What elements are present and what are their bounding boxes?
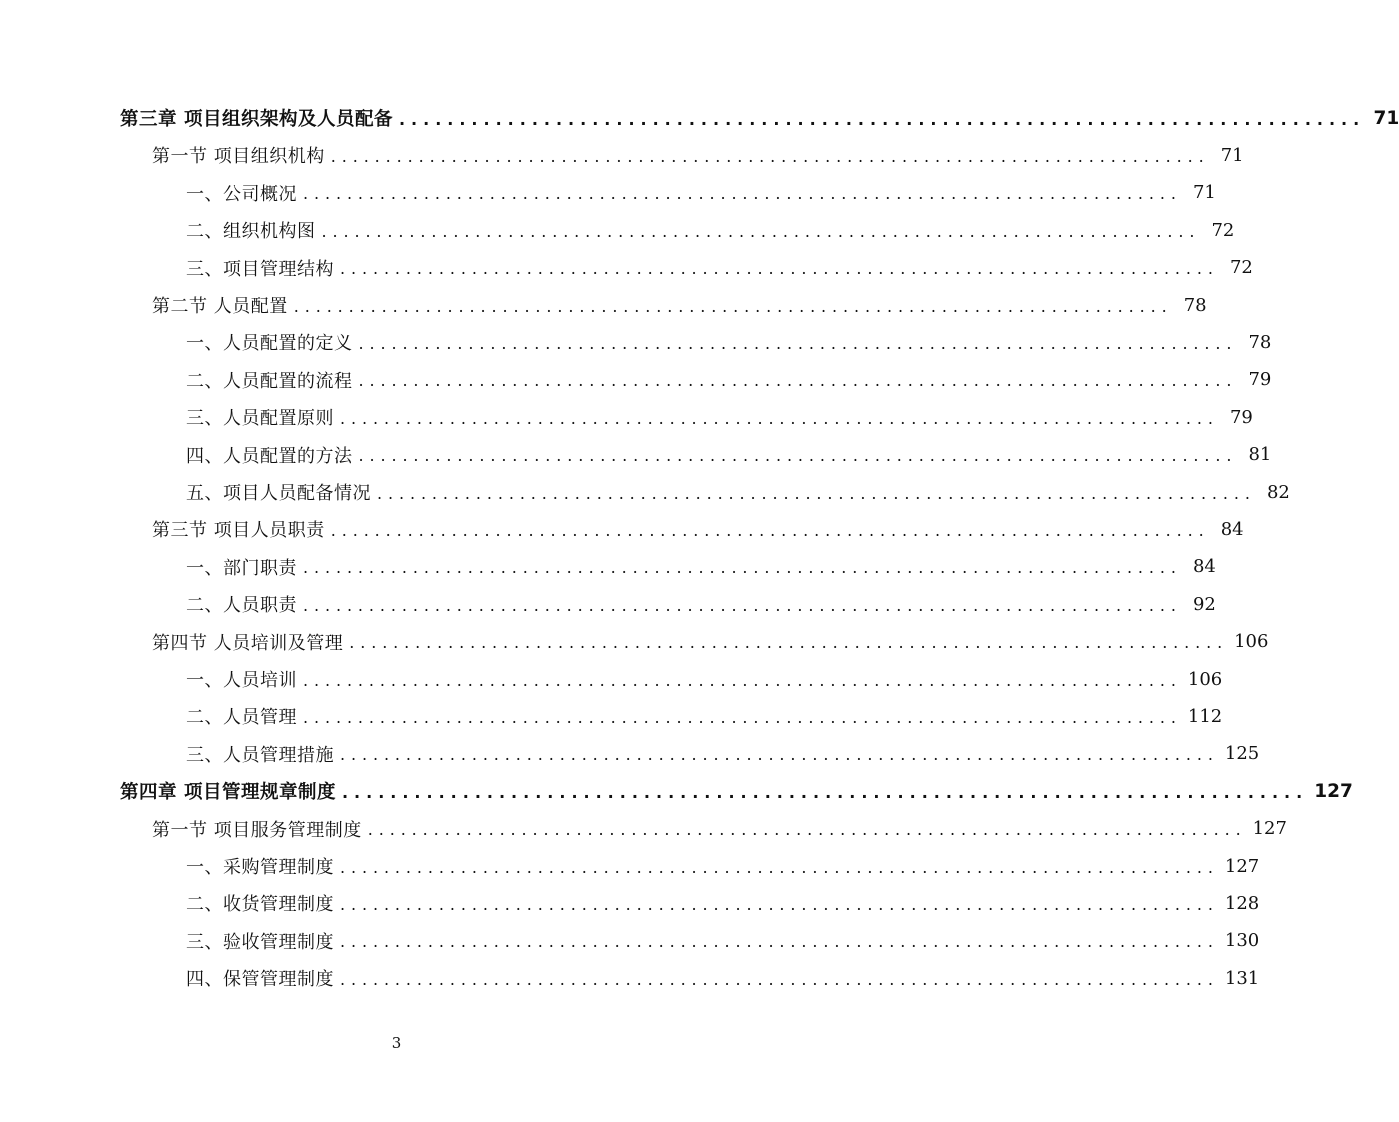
toc-entry-page: 127 <box>1224 855 1260 877</box>
toc-entry-page: 79 <box>1248 369 1272 391</box>
toc-subsection-entry[interactable] <box>186 923 1260 959</box>
toc-entry-page: 84 <box>1192 556 1216 578</box>
toc-subsection-entry[interactable] <box>186 885 1260 921</box>
toc-entry-page: 72 <box>1229 257 1253 279</box>
toc-subsection-entry[interactable] <box>186 362 1272 398</box>
toc-entry-page: 82 <box>1266 481 1290 503</box>
toc-subsection-entry[interactable] <box>186 848 1260 884</box>
toc-dot-leader: ................................................................................ <box>330 146 1210 166</box>
toc-entry-title: 一、人员培训 <box>186 670 297 691</box>
toc-entry-title: 三、验收管理制度 <box>186 931 334 953</box>
toc-entry-title: 第一节 项目组织机构 <box>152 146 325 168</box>
toc-section-entry[interactable] <box>152 624 1269 660</box>
toc-subsection-entry[interactable] <box>186 549 1216 585</box>
toc-entry-title: 三、人员管理措施 <box>186 744 334 766</box>
toc-subsection-entry[interactable] <box>186 324 1272 360</box>
toc-dot-leader: ................................................................................ <box>303 558 1182 578</box>
toc-entry-title: 第一节 项目服务管理制度 <box>152 819 362 841</box>
toc-entry-page: 128 <box>1224 892 1260 914</box>
toc-subsection-entry[interactable] <box>186 586 1216 622</box>
toc-entry-title: 四、人员配置的方法 <box>186 445 353 467</box>
toc-entry-title: 二、人员管理 <box>186 707 297 729</box>
toc-entry-page: 84 <box>1220 518 1244 540</box>
toc-subsection-entry[interactable] <box>186 437 1272 473</box>
toc-entry-title: 第四章 项目管理规章制度 <box>120 782 336 804</box>
toc-dot-leader: ................................................................................ <box>330 520 1210 540</box>
toc-entry-page: 127 <box>1252 818 1287 840</box>
toc-dot-leader: ................................................................................ <box>340 969 1219 989</box>
toc-chapter-entry[interactable] <box>120 100 1399 136</box>
toc-dot-leader: ................................................................................ <box>341 782 1309 802</box>
toc-subsection-entry[interactable] <box>186 250 1253 286</box>
toc-dot-leader: ................................................................................ <box>358 446 1238 466</box>
toc-entry-page: 92 <box>1192 593 1216 615</box>
toc-subsection-entry[interactable] <box>186 474 1290 510</box>
toc-entry-page: 127 <box>1314 780 1353 802</box>
toc-entry-page: 131 <box>1224 967 1260 989</box>
toc-dot-leader: ................................................................................ <box>303 707 1182 727</box>
toc-subsection-entry[interactable] <box>186 736 1260 772</box>
toc-entry-title: 二、人员职责 <box>186 595 297 617</box>
toc-entry-page: 106 <box>1187 668 1223 690</box>
toc-dot-leader: ................................................................................ <box>358 333 1238 353</box>
toc-entry-title: 三、人员配置原则 <box>186 408 334 430</box>
toc-entry-title: 三、项目管理结构 <box>186 258 334 280</box>
toc-section-entry[interactable] <box>152 287 1207 323</box>
toc-subsection-entry[interactable] <box>186 175 1216 211</box>
toc-entry-title: 四、保管管理制度 <box>186 969 334 991</box>
toc-entry-page: 71 <box>1220 144 1244 166</box>
toc-entry-page: 71 <box>1373 107 1399 129</box>
toc-dot-leader: ................................................................................ <box>340 932 1219 952</box>
toc-dot-leader: ................................................................................ <box>377 483 1256 503</box>
toc-entry-title: 二、人员配置的流程 <box>186 370 353 392</box>
toc-entry-page: 112 <box>1187 705 1223 727</box>
toc-section-entry[interactable] <box>152 811 1287 847</box>
toc-section-entry[interactable] <box>152 137 1244 173</box>
toc-entry-title: 一、公司概况 <box>186 183 297 205</box>
toc-subsection-entry[interactable] <box>186 960 1260 996</box>
toc-chapter-entry[interactable] <box>120 773 1353 809</box>
toc-entry-title: 一、部门职责 <box>186 557 297 579</box>
toc-entry-page: 81 <box>1248 444 1272 466</box>
toc-dot-leader: ................................................................................ <box>358 371 1238 391</box>
toc-entry-page: 71 <box>1192 182 1216 204</box>
toc-dot-leader: ................................................................................ <box>340 259 1219 279</box>
toc-dot-leader: ................................................................................ <box>340 857 1219 877</box>
toc-entry-title: 五、项目人员配备情况 <box>186 483 371 504</box>
page-number: 3 <box>391 1034 402 1052</box>
toc-dot-leader: ................................................................................ <box>303 184 1182 204</box>
toc-entry-title: 二、组织机构图 <box>186 221 316 243</box>
toc-entry-title: 第二节 人员配置 <box>152 296 288 317</box>
toc-entry-title: 第三章 项目组织架构及人员配备 <box>120 109 393 130</box>
toc-dot-leader: ................................................................................ <box>340 894 1219 914</box>
toc-subsection-entry[interactable] <box>186 399 1253 435</box>
toc-dot-leader: ................................................................................ <box>321 221 1201 241</box>
toc-entry-page: 72 <box>1211 219 1235 241</box>
toc-subsection-entry[interactable] <box>186 661 1223 697</box>
toc-dot-leader: ................................................................................ <box>340 745 1219 765</box>
toc-entry-title: 第三节 项目人员职责 <box>152 520 325 542</box>
toc-subsection-entry[interactable] <box>186 698 1223 734</box>
toc-entry-title: 一、采购管理制度 <box>186 857 334 878</box>
toc-dot-leader: ................................................................................ <box>303 595 1182 615</box>
toc-entry-title: 二、收货管理制度 <box>186 894 334 916</box>
toc-dot-leader: ................................................................................ <box>398 109 1366 129</box>
toc-dot-leader: ................................................................................ <box>367 820 1247 840</box>
toc-entry-page: 106 <box>1234 631 1269 653</box>
toc-subsection-entry[interactable] <box>186 212 1235 248</box>
toc-dot-leader: ................................................................................ <box>303 670 1182 690</box>
toc-entry-page: 130 <box>1224 930 1260 952</box>
toc-entry-page: 79 <box>1229 406 1253 428</box>
toc-dot-leader: ................................................................................ <box>293 296 1173 316</box>
toc-entry-page: 125 <box>1224 743 1260 765</box>
toc-entry-title: 第四节 人员培训及管理 <box>152 632 344 654</box>
toc-entry-page: 78 <box>1248 331 1272 353</box>
toc-dot-leader: ................................................................................ <box>340 408 1219 428</box>
toc-entry-page: 78 <box>1183 294 1207 316</box>
toc-section-entry[interactable] <box>152 511 1244 547</box>
toc-entry-title: 一、人员配置的定义 <box>186 333 353 355</box>
toc-dot-leader: ................................................................................ <box>349 633 1229 653</box>
